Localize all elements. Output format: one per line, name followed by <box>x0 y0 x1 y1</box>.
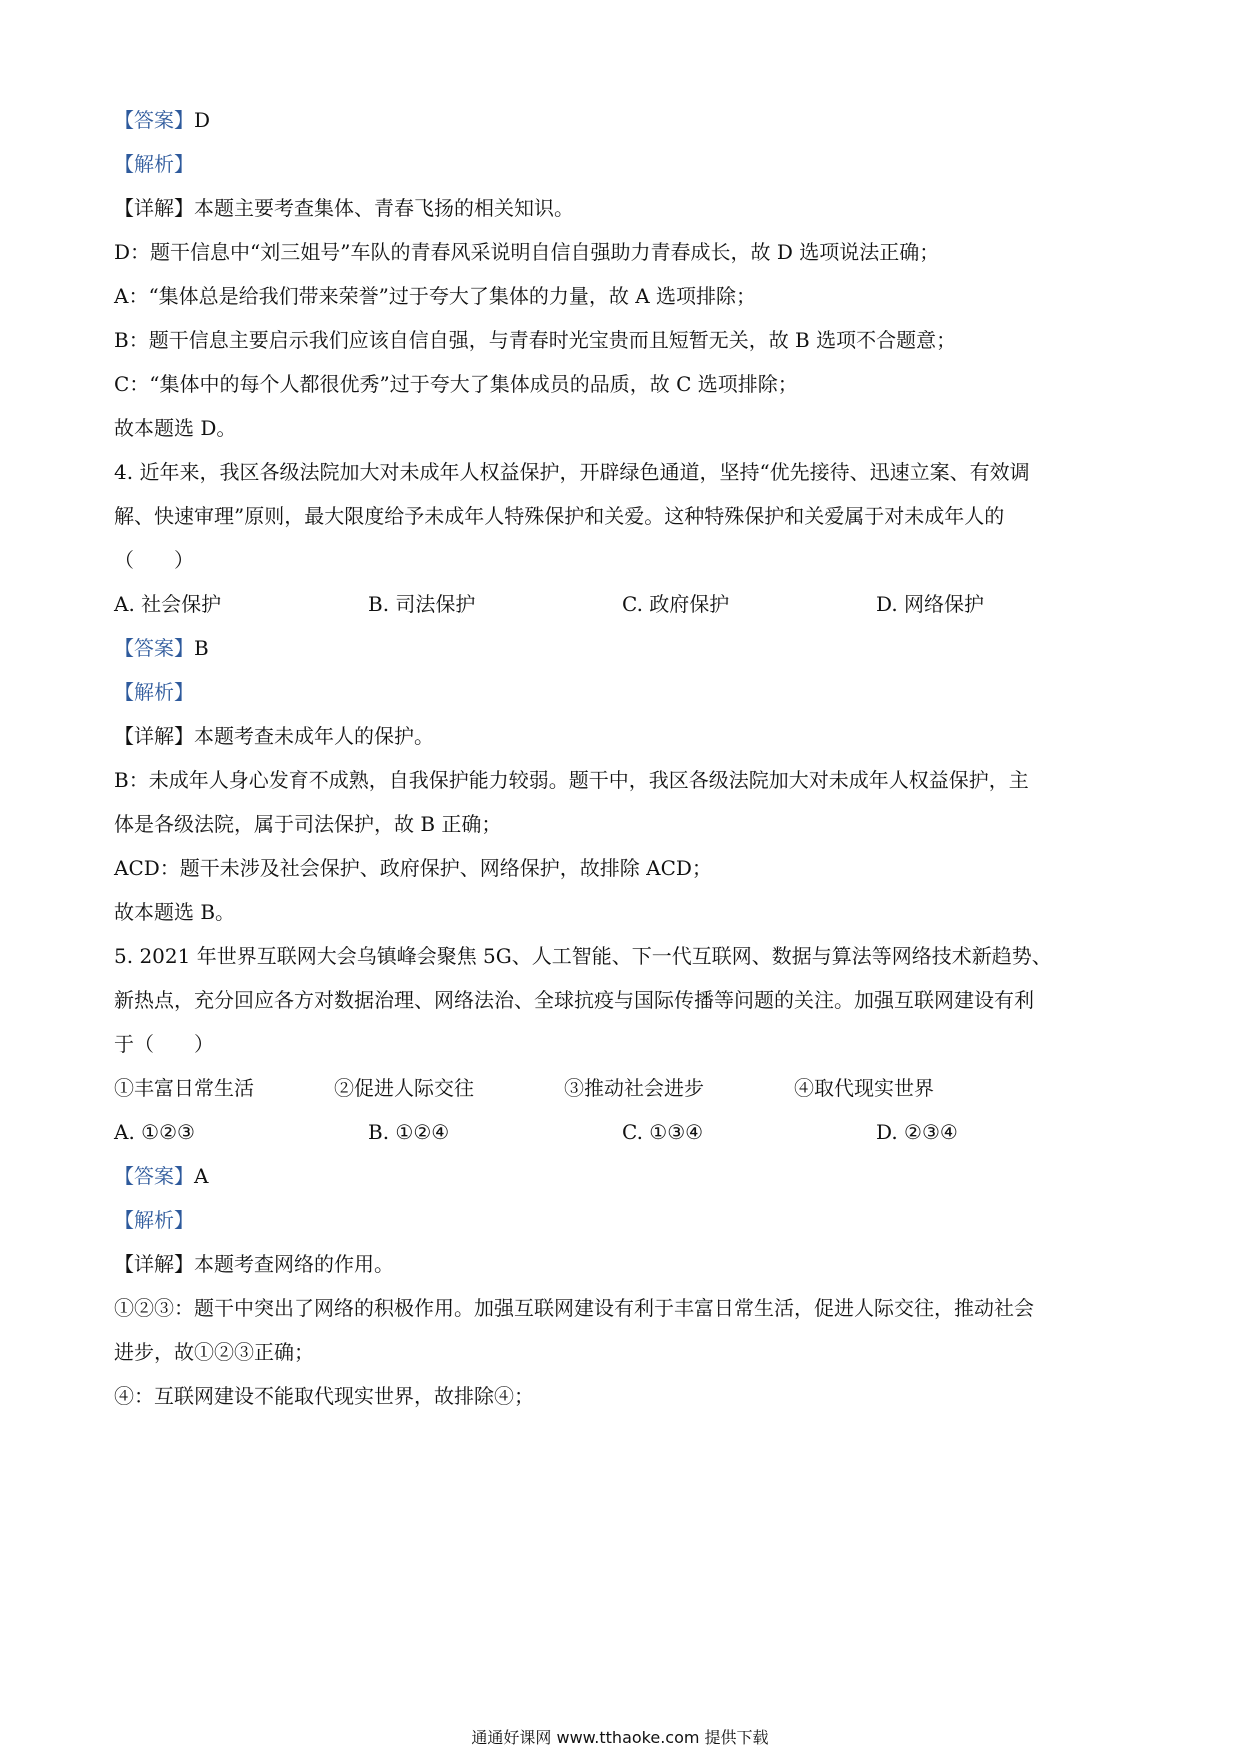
statement-item: ②促进人际交往 <box>334 1076 474 1100</box>
analysis-tag: 【解析】 <box>114 1208 194 1232</box>
page-footer: 通通好课网 www.tthaoke.com 提供下载 <box>471 1728 769 1747</box>
detail-text: 本题考查网络的作用。 <box>194 1252 394 1276</box>
explanation-line: B：未成年人身心发育不成熟，自我保护能力较弱。题干中，我区各级法院加大对未成年人权益保护，主 <box>114 768 1029 792</box>
explanation-line: 体是各级法院，属于司法保护，故 B 正确； <box>114 812 502 836</box>
explanation-line: A：“集体总是给我们带来荣誉”过于夸大了集体的力量，故 A 选项排除； <box>114 284 757 308</box>
question-stem-line: （ ） <box>114 548 194 572</box>
answer-value: A <box>194 1164 209 1188</box>
explanation-line: D：题干信息中“刘三姐号”车队的青春风采说明自信自强助力青春成长，故 D 选项说法正确； <box>114 240 940 264</box>
statement-item: ④取代现实世界 <box>794 1076 934 1100</box>
explanation-line: 进步，故①②③正确； <box>114 1340 314 1364</box>
conclusion-line: 故本题选 D。 <box>114 416 237 440</box>
q5-answer-line <box>114 1162 1134 1190</box>
explanation-line: C：“集体中的每个人都很优秀”过于夸大了集体成员的品质，故 C 选项排除； <box>114 372 798 396</box>
answer-value: B <box>194 636 209 660</box>
answer-tag: 【答案】 <box>114 636 194 660</box>
explanation-line: ④：互联网建设不能取代现实世界，故排除④； <box>114 1384 534 1408</box>
detail-text: 本题考查未成年人的保护。 <box>194 724 434 748</box>
question-stem-line: 解、快速审理”原则，最大限度给予未成年人特殊保护和关爱。这种特殊保护和关爱属于对未成年人的 <box>114 504 1005 528</box>
analysis-tag: 【解析】 <box>114 152 194 176</box>
question-stem-line: 5. 2021 年世界互联网大会乌镇峰会聚焦 5G、人工智能、下一代互联网、数据与算法等网络技术新趋势、 <box>114 944 1052 968</box>
q3-answer-line <box>114 106 1134 134</box>
option-b: B. 司法保护 <box>368 592 476 616</box>
conclusion-line: 故本题选 B。 <box>114 900 236 924</box>
q3-detail-line <box>114 194 1134 222</box>
question-stem-line: 于（ ） <box>114 1032 214 1056</box>
detail-tag: 【详解】 <box>114 1252 194 1276</box>
explanation-line: B：题干信息主要启示我们应该自信自强，与青春时光宝贵而且短暂无关，故 B 选项不合题意； <box>114 328 957 352</box>
detail-text: 本题主要考查集体、青春飞扬的相关知识。 <box>194 196 574 220</box>
option-a: A. 社会保护 <box>114 592 222 616</box>
option-b: B. ①②④ <box>368 1120 450 1144</box>
option-d: D. ②③④ <box>876 1120 958 1144</box>
answer-value: D <box>194 108 211 132</box>
option-d: D. 网络保护 <box>876 592 985 616</box>
option-a: A. ①②③ <box>114 1120 195 1144</box>
answer-tag: 【答案】 <box>114 108 194 132</box>
statement-item: ③推动社会进步 <box>564 1076 704 1100</box>
answer-tag: 【答案】 <box>114 1164 194 1188</box>
statement-item: ①丰富日常生活 <box>114 1076 254 1100</box>
analysis-tag: 【解析】 <box>114 680 194 704</box>
question-stem-line: 4. 近年来，我区各级法院加大对未成年人权益保护，开辟绿色通道，坚持“优先接待、迅速立案、有效调 <box>114 460 1030 484</box>
explanation-line: ACD：题干未涉及社会保护、政府保护、网络保护，故排除 ACD； <box>114 856 712 880</box>
question-stem-line: 新热点，充分回应各方对数据治理、网络法治、全球抗疫与国际传播等问题的关注。加强互联网建设有利 <box>114 988 1034 1012</box>
detail-tag: 【详解】 <box>114 196 194 220</box>
explanation-line: ①②③：题干中突出了网络的积极作用。加强互联网建设有利于丰富日常生活，促进人际交往，推动社会 <box>114 1296 1034 1320</box>
option-c: C. ①③④ <box>622 1120 704 1144</box>
detail-tag: 【详解】 <box>114 724 194 748</box>
option-c: C. 政府保护 <box>622 592 730 616</box>
q4-answer-line <box>114 634 1134 662</box>
q4-detail-line <box>114 722 1134 750</box>
q5-detail-line <box>114 1250 1134 1278</box>
